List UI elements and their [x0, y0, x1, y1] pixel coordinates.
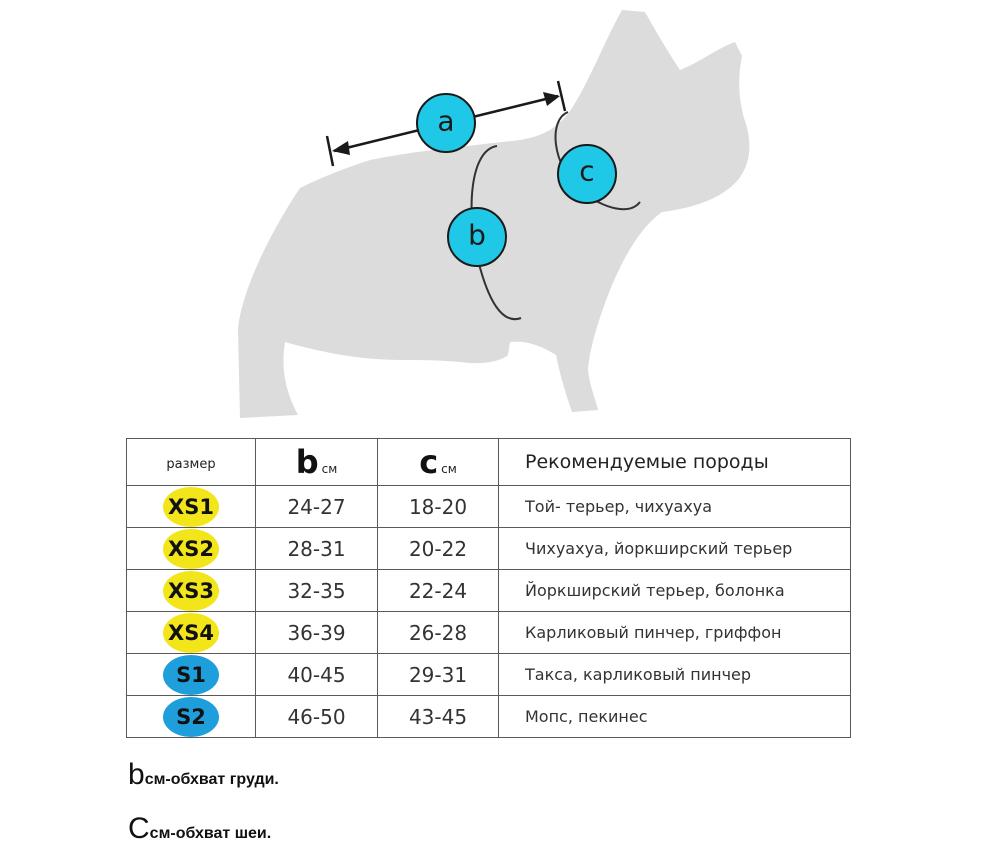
breeds-value: Мопс, пекинес [499, 696, 851, 738]
size-badge: XS4 [163, 613, 219, 653]
note-text: см-обхват шеи. [149, 825, 272, 842]
header-b: b см [256, 439, 378, 486]
note-letter: b [128, 758, 145, 791]
label-b: b [468, 218, 486, 252]
b-value: 36-39 [256, 612, 378, 654]
breeds-value: Той- терьер, чихуахуа [499, 486, 851, 528]
dog-measurement-diagram [0, 0, 982, 430]
b-value: 24-27 [256, 486, 378, 528]
size-badge: S1 [163, 655, 219, 695]
note-neck-girth [128, 812, 271, 846]
breeds-value: Такса, карликовый пинчер [499, 654, 851, 696]
b-value: 32-35 [256, 570, 378, 612]
b-value: 28-31 [256, 528, 378, 570]
table-row [127, 612, 851, 654]
label-a: a [437, 104, 455, 138]
note-chest-girth [128, 758, 279, 792]
note-text: см-обхват груди. [144, 771, 279, 788]
c-value: 22-24 [378, 570, 499, 612]
table-row [127, 654, 851, 696]
table-row [127, 486, 851, 528]
c-value: 29-31 [378, 654, 499, 696]
c-value: 20-22 [378, 528, 499, 570]
breeds-value: Карликовый пинчер, гриффон [499, 612, 851, 654]
label-c: c [579, 154, 595, 188]
header-c: c см [378, 439, 499, 486]
size-badge: S2 [163, 697, 219, 737]
size-badge: XS2 [163, 529, 219, 569]
table-row [127, 570, 851, 612]
b-value: 40-45 [256, 654, 378, 696]
table-row [127, 528, 851, 570]
c-value: 18-20 [378, 486, 499, 528]
table-row [127, 696, 851, 738]
size-table [126, 438, 851, 738]
measure-a-arrow-left [332, 141, 350, 155]
table-header-row [127, 439, 851, 486]
breeds-value: Чихуахуа, йоркширский терьер [499, 528, 851, 570]
size-badge: XS1 [163, 487, 219, 527]
measure-a-arrow-right [543, 92, 560, 106]
c-value: 26-28 [378, 612, 499, 654]
breeds-value: Йоркширский терьер, болонка [499, 570, 851, 612]
b-value: 46-50 [256, 696, 378, 738]
note-letter: C [128, 812, 150, 845]
header-size: размер [127, 439, 256, 486]
size-badge: XS3 [163, 571, 219, 611]
c-value: 43-45 [378, 696, 499, 738]
header-breeds: Рекомендуемые породы [499, 439, 851, 486]
